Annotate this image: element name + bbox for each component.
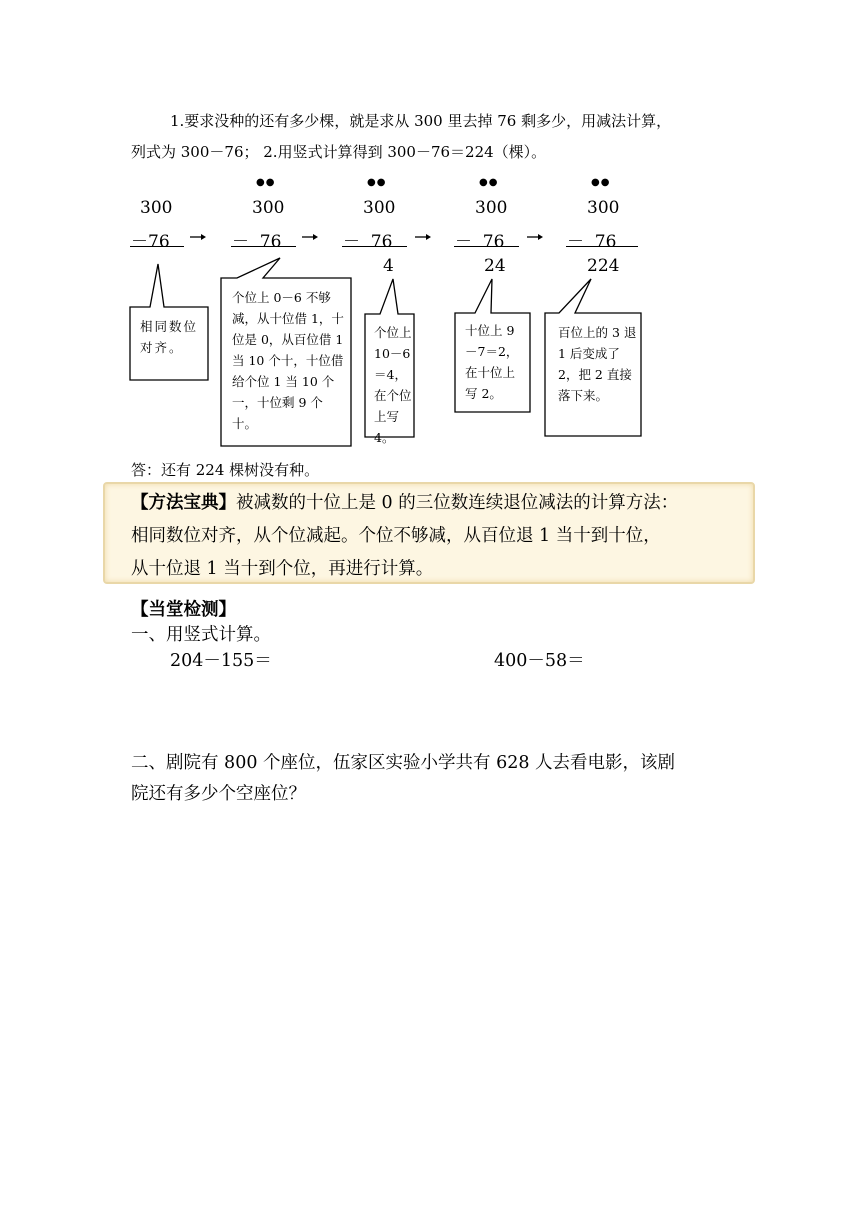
q1-heading: 一、用竖式计算。 — [131, 625, 271, 645]
step-3-result: 4 — [383, 256, 394, 276]
step-1-minuend: 300 — [140, 198, 173, 218]
method-text-1: 被减数的十位上是 0 的三位数连续退位减法的计算方法： — [236, 493, 679, 513]
step-3-minuend: 300 — [363, 198, 396, 218]
bubble-2-text: 个位上 0－6 不够减，从十位借 1，十位是 0，从百位借 1 当 10 个十，十位借给个位 1 当 10 个一，十位剩 9 个十。 — [232, 290, 344, 431]
q1-expression-b: 400－58＝ — [494, 651, 585, 671]
bubble-1-text: 相同数位对齐。 — [140, 319, 199, 355]
check-title: 【当堂检测】 — [131, 600, 236, 620]
answer-text: 答：还有 224 棵树没有种。 — [131, 461, 320, 479]
step-4-minuend: 300 — [475, 198, 508, 218]
step-2-subtrahend: － 76 — [232, 232, 282, 252]
q2-line-2: 院还有多少个空座位？ — [131, 784, 306, 804]
bubble-outlines — [0, 0, 860, 460]
step-1-subtrahend: －76 — [131, 232, 170, 252]
step-4-result: 24 — [484, 256, 506, 276]
intro-line-2: 列式为 300－76； 2.用竖式计算得到 300－76＝224（棵）。 — [131, 143, 547, 161]
bubble-3-text: 个位上 10－6＝4，在个位上写 4。 — [374, 325, 412, 445]
method-title: 【方法宝典】 — [131, 493, 236, 513]
step-4-subtrahend: － 76 — [455, 232, 505, 252]
method-line-2: 相同数位对齐，从个位减起。个位不够减，从百位退 1 当十到十位， — [131, 526, 661, 546]
step-3-subtrahend: － 76 — [343, 232, 393, 252]
q2-line-1: 二、剧院有 800 个座位，伍家区实验小学共有 628 人去看电影，该剧 — [131, 753, 676, 773]
step-2-minuend: 300 — [252, 198, 285, 218]
step-5-borrow-dots: ●● — [591, 177, 611, 188]
intro-line-1: 1.要求没种的还有多少棵，就是求从 300 里去掉 76 剩多少，用减法计算， — [170, 112, 672, 130]
step-4-borrow-dots: ●● — [479, 177, 499, 188]
bubble-4-text: 十位上 9－7＝2，在十位上写 2。 — [465, 323, 519, 401]
step-5-minuend: 300 — [587, 198, 620, 218]
method-line-3: 从十位退 1 当十到个位，再进行计算。 — [131, 559, 434, 579]
step-5-subtrahend: － 76 — [567, 232, 617, 252]
step-3-borrow-dots: ●● — [367, 177, 387, 188]
q1-expression-a: 204－155＝ — [170, 651, 272, 671]
step-2-borrow-dots: ●● — [256, 177, 276, 188]
step-5-result: 224 — [587, 256, 620, 276]
bubble-5-text: 百位上的 3 退 1 后变成了 2，把 2 直接落下来。 — [558, 325, 637, 403]
method-line-1 — [131, 487, 678, 520]
